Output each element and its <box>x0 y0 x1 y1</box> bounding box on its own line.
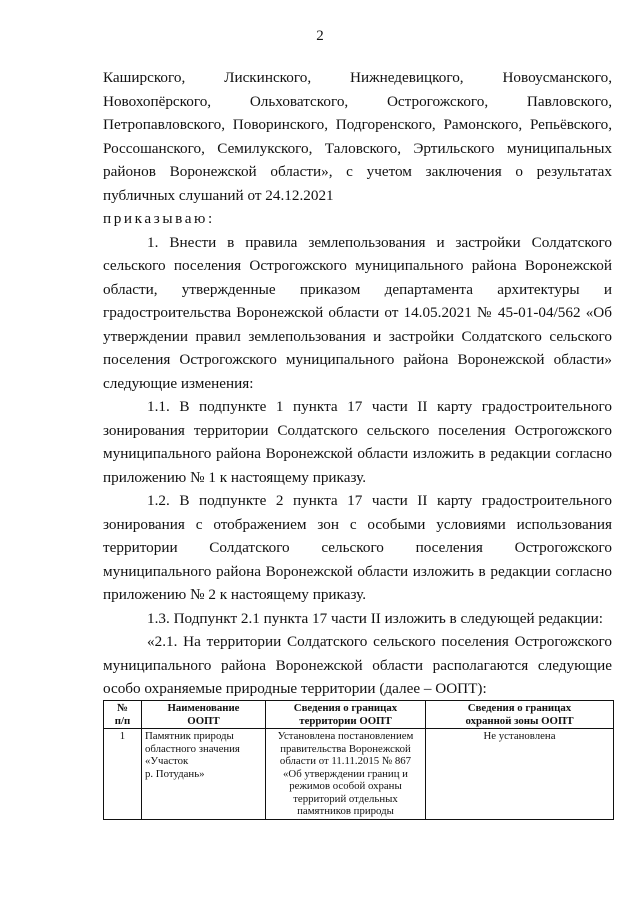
text-line: зонирования с отображением зон с особыми условиями использования <box>103 515 612 533</box>
cell-number: 1 <box>104 729 142 820</box>
text-line: приложению № 1 к настоящему приказу. <box>103 468 366 486</box>
text-line: Каширского, Лискинского, Нижнедевицкого, Новоусманского, <box>103 69 612 86</box>
text-line: сельского поселения Острогожского муниципального района Воронежской <box>103 257 612 274</box>
text-line: районов Воронежской области», с учетом заключения о результатах <box>103 163 612 180</box>
text-line: особо охраняемые природные территории (далее – ООПТ): <box>103 680 487 697</box>
text-line: муниципального района Воронежской области изложить в редакции согласно <box>103 562 612 580</box>
text-line: приказываю: <box>103 210 215 227</box>
text-line: муниципального района Воронежской области изложить в редакции согласно <box>103 445 612 462</box>
text-line: Петропавловского, Поворинского, Подгоренского, Рамонского, Репьёвского, <box>103 116 612 133</box>
text-line: 1.3. Подпункт 2.1 пункта 17 части II изложить в следующей редакции: <box>147 609 603 627</box>
text-line: поселения Острогожского муниципального района Воронежской области» <box>103 351 612 368</box>
text-line: публичных слушаний от 24.12.2021 <box>103 186 334 204</box>
text-line: зонирования территории Солдатского сельского поселения Острогожского <box>103 421 612 439</box>
header-buffer-zone-bounds: Сведения о границах охранной зоны ООПТ <box>426 701 614 729</box>
text-line: 1.1. В подпункте 1 пункта 17 части II карту градостроительного <box>147 398 612 415</box>
cell-territory-bounds: Установлена постановлением правительства Воронежской области от 11.11.2015 № 867 «Об утверждении границ и режимов особой охраны территорий отдельных памятников природы <box>266 729 426 820</box>
text-line: следующие изменения: <box>103 374 254 392</box>
text-line: муниципального района Воронежской области располагаются следующие <box>103 656 612 674</box>
cell-name: Памятник природы областного значения «Участок р. Потудань» <box>142 729 266 820</box>
text-line: утверждении правил землепользования и застройки Солдатского сельского <box>103 327 612 345</box>
text-line: градостроительства Воронежской области от 14.05.2021 № 45-01-04/562 «Об <box>103 304 612 321</box>
table-row <box>104 729 614 820</box>
header-number: № п/п <box>104 701 142 729</box>
text-line: 1. Внести в правила землепользования и застройки Солдатского <box>147 233 612 251</box>
text-line: приложению № 2 к настоящему приказу. <box>103 586 366 603</box>
header-territory-bounds: Сведения о границах территории ООПТ <box>266 701 426 729</box>
page-number: 2 <box>316 28 324 44</box>
text-line: области, утвержденные приказом департамента архитектуры и <box>103 280 612 298</box>
text-line: «2.1. На территории Солдатского сельского поселения Острогожского <box>147 633 612 650</box>
oopt-table <box>103 700 614 820</box>
text-line: Россошанского, Семилукского, Таловского, Эртильского муниципальных <box>103 139 612 157</box>
header-name: Наименование ООПТ <box>142 701 266 729</box>
cell-buffer-zone-bounds: Не установлена <box>426 729 614 820</box>
table-header-row <box>104 701 614 729</box>
text-line: Новохопёрского, Ольховатского, Острогожского, Павловского, <box>103 92 612 110</box>
text-line: 1.2. В подпункте 2 пункта 17 части II карту градостроительного <box>147 492 612 509</box>
text-line: территории Солдатского сельского поселения Острогожского <box>103 539 612 556</box>
